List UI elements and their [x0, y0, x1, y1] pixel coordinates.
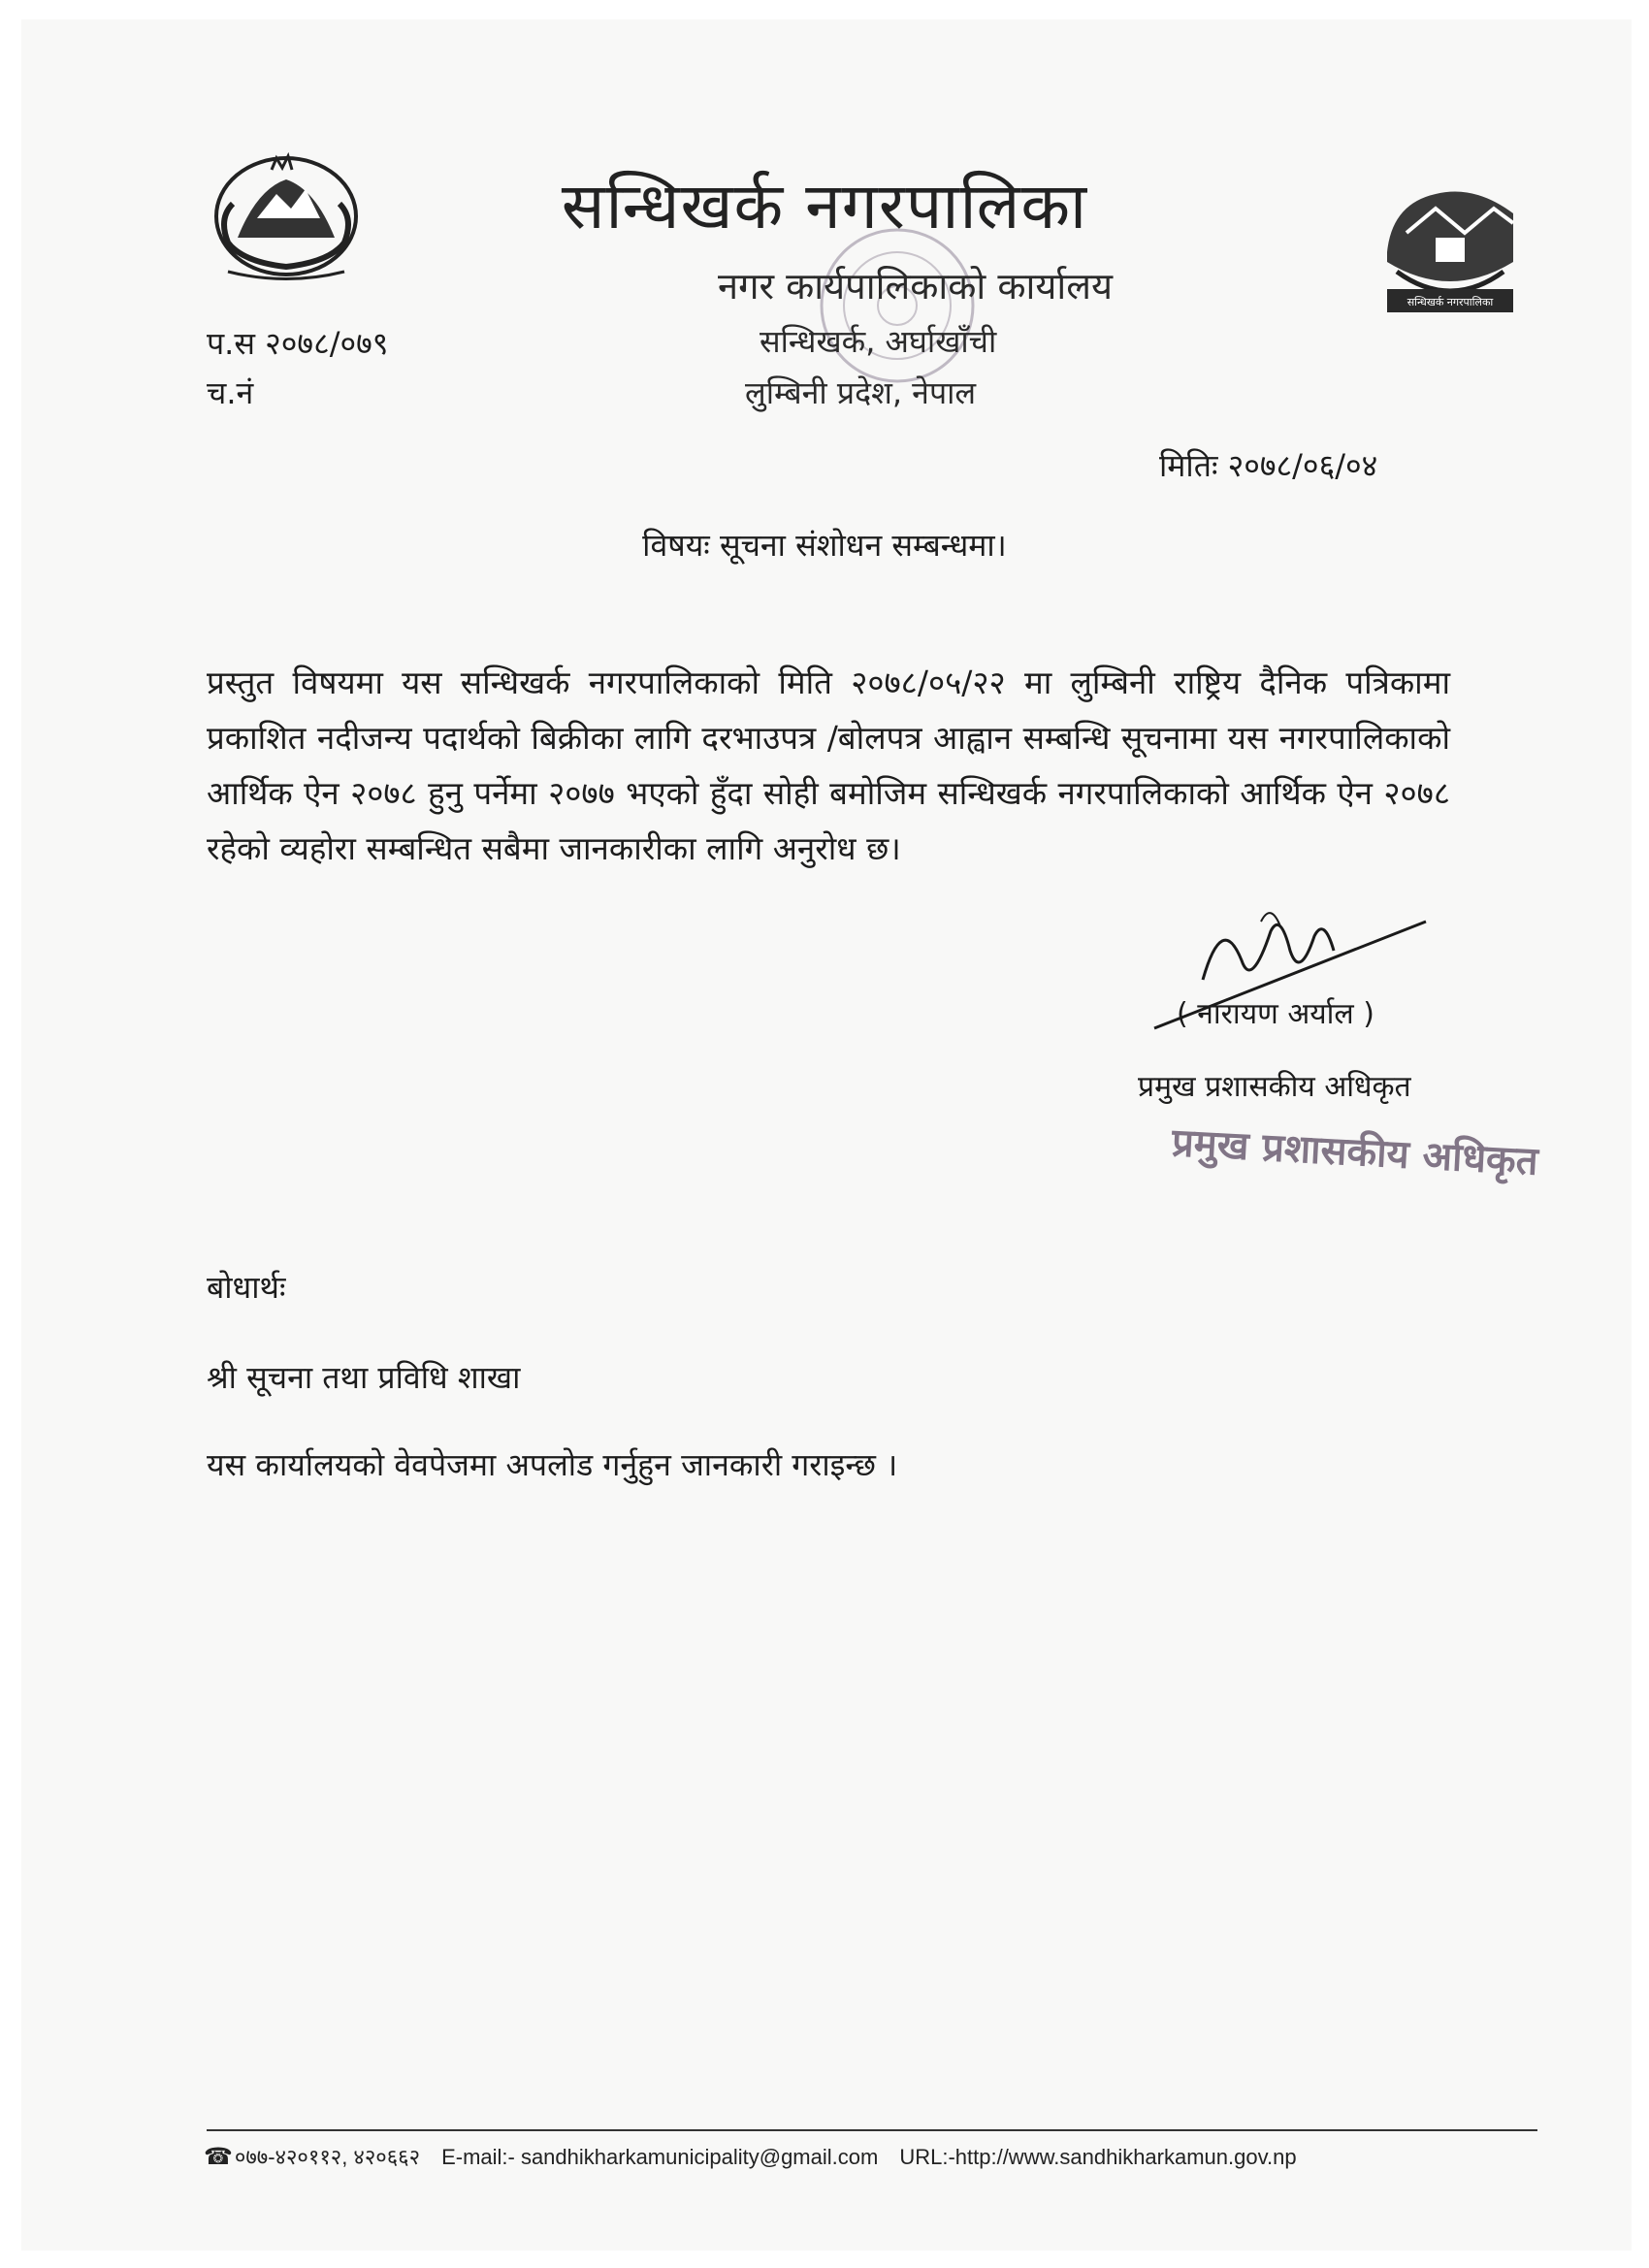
- logo-banner-text: सन्धिखर्क नगरपालिका: [1406, 296, 1494, 308]
- footer-phone: ०७७-४२०११२, ४२०६६२: [234, 2145, 421, 2169]
- dispatch-number: च.नं: [207, 374, 254, 411]
- footer-divider: [207, 2129, 1537, 2131]
- cc-note: यस कार्यालयको वेवपेजमा अपलोड गर्नुहुन जानकारी गराइन्छ ।: [207, 1446, 898, 1483]
- cc-recipient: श्री सूचना तथा प्रविधि शाखा: [207, 1359, 521, 1396]
- address-line-1: सन्धिखर्क, अर्घाखाँची: [760, 323, 997, 360]
- letter-body: प्रस्तुत विषयमा यस सन्धिखर्क नगरपालिकाको मिति २०७८/०५/२२ मा लुम्बिनी राष्ट्रिय दैनिक पत्रिकामा प्रकाशित नदीजन्य पदार्थको बिक्रीका लागि दरभाउपत्र /बोलपत्र आह्वान सम्बन्धि सूचनामा यस नगरपालिकाको आर्थिक ऐन २०७८ हुनु पर्नेमा २०७७ भएको हुँदा सोही बमोजिम सन्धिखर्क नगरपालिकाको आर्थिक ऐन २०७८ रहेको व्यहोरा सम्बन्धित सबैमा जानकारीका लागि अनुरोध छ।: [207, 664, 1450, 867]
- designation-stamp: प्रमुख प्रशासकीय अधिकृत: [1170, 1120, 1539, 1184]
- signatory-name: ( नारायण अर्याल ): [1177, 997, 1374, 1031]
- footer-url: URL:-http://www.sandhikharkamun.gov.np: [899, 2145, 1297, 2169]
- letter-date: मितिः २०७८/०६/०४: [1159, 447, 1378, 484]
- footer-contact: [204, 2142, 1318, 2171]
- footer-email: E-mail:- sandhikharkamunicipality@gmail.com: [441, 2145, 879, 2169]
- signatory-title: प्रमुख प्रशासकीय अधिकृत: [1138, 1070, 1411, 1104]
- reference-number: प.स २०७८/०७९: [207, 325, 389, 362]
- letter-subject: विषयः सूचना संशोधन सम्बन्धमा।: [642, 527, 1007, 564]
- address-line-2: लुम्बिनी प्रदेश, नेपाल: [745, 374, 977, 411]
- office-name: नगर कार्यपालिकाको कार्यालय: [718, 265, 1114, 308]
- cc-label: बोधार्थः: [207, 1269, 286, 1306]
- telephone-icon: ☎: [204, 2144, 233, 2170]
- organization-name: सन्धिखर्क नगरपालिका: [561, 169, 1088, 243]
